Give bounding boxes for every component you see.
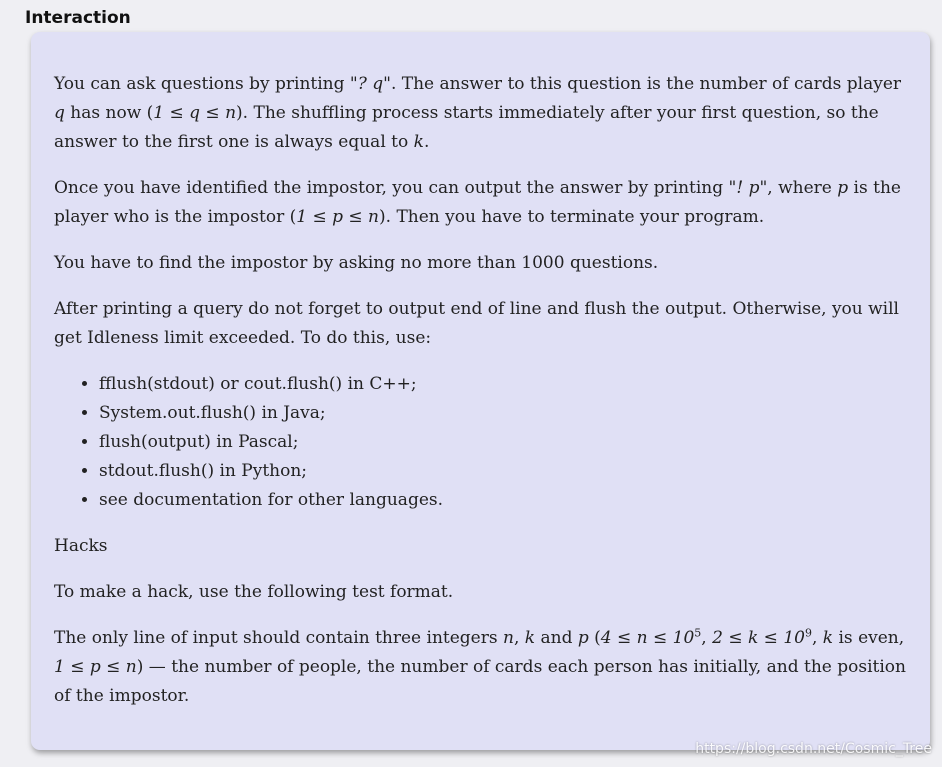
- math: 1 ≤ p ≤ n: [296, 207, 379, 227]
- list-item: • stdout.flush() in Python;: [99, 457, 909, 486]
- math: 1 ≤ p ≤ n: [54, 657, 137, 677]
- math: 2 ≤ k ≤ 10: [712, 628, 805, 648]
- math: p: [837, 178, 849, 198]
- math: n: [503, 628, 514, 648]
- text: ,: [811, 628, 823, 648]
- question-format-paragraph: [54, 70, 909, 157]
- flush-paragraph: After printing a query do not forget to output end of line and flush the output. Otherwise, you will get Idleness limit exceeded. To do this, use:: [54, 299, 899, 348]
- flush-list: [54, 370, 909, 515]
- text: ). Then you have to terminate your program.: [379, 207, 765, 227]
- panel-content: [54, 70, 909, 711]
- list-item: • see documentation for other languages.: [99, 486, 909, 515]
- math: k: [413, 132, 424, 152]
- math: 1 ≤ q ≤ n: [153, 103, 237, 123]
- text: .: [423, 132, 430, 152]
- math: 4 ≤ n ≤ 10: [600, 628, 695, 648]
- hack-format-paragraph: [54, 624, 909, 711]
- answer-format-paragraph: [54, 174, 909, 232]
- text: is even,: [833, 628, 905, 648]
- math: k: [524, 628, 536, 648]
- text: ). The shuffling process starts immediately after your first question, so the answer to the first one is always equal to: [54, 103, 879, 152]
- math: 1000: [521, 253, 565, 273]
- list-item: • System.out.flush() in Java;: [99, 399, 909, 428]
- math: ? q: [357, 74, 384, 94]
- text: ", where: [759, 178, 838, 198]
- text: The only line of input should contain three integers: [54, 628, 503, 648]
- list-item: • flush(output) in Pascal;: [99, 428, 909, 457]
- list-item: • fflush(stdout) or cout.flush() in C++;: [99, 370, 909, 399]
- hacks-intro: To make a hack, use the following test format.: [54, 582, 454, 602]
- section-heading: Interaction: [25, 8, 131, 28]
- interaction-panel: [31, 32, 930, 750]
- text: You can ask questions by printing ": [54, 74, 358, 94]
- text: You have to find the impostor by asking no more than: [54, 253, 522, 273]
- exponent: 9: [804, 626, 812, 640]
- exponent: 5: [694, 626, 702, 640]
- text: and: [535, 628, 578, 648]
- text: is the player who is the impostor (: [54, 178, 901, 227]
- watermark: https://blog.csdn.net/Cosmic_Tree: [695, 741, 932, 757]
- text: Once you have identified the impostor, you can output the answer by printing ": [54, 178, 737, 198]
- text: ) — the number of people, the number of cards each person has initially, and the position of the impostor.: [54, 657, 906, 706]
- text: ". The answer to this question is the number of cards player: [383, 74, 902, 94]
- math: k: [822, 628, 834, 648]
- hacks-title: Hacks: [54, 536, 108, 556]
- text: (: [588, 628, 601, 648]
- math: p: [577, 628, 589, 648]
- text: ,: [513, 628, 525, 648]
- math: ! p: [736, 178, 760, 198]
- text: questions.: [564, 253, 659, 273]
- text: has now (: [64, 103, 154, 123]
- math: q: [54, 103, 65, 123]
- query-limit-paragraph: [54, 249, 909, 278]
- text: ,: [701, 628, 713, 648]
